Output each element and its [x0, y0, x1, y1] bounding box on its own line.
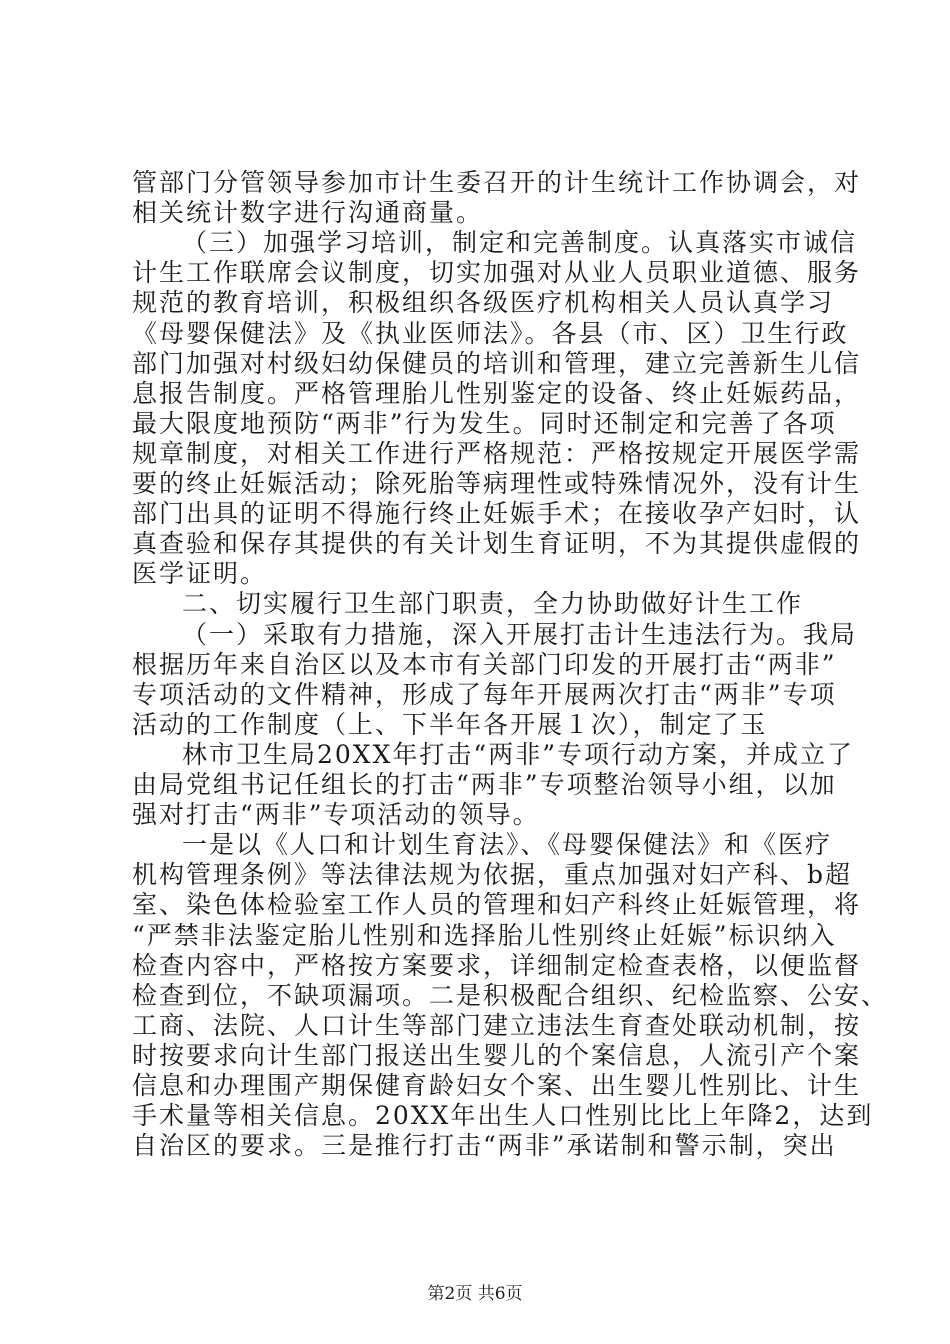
body-line: 活动的工作制度（上、下半年各开展１次），制定了玉: [132, 709, 768, 739]
body-line: 管部门分管领导参加市计生委召开的计生统计工作协调会，对: [132, 168, 862, 197]
body-line: 医学证明。: [132, 559, 268, 589]
body-line: 计生工作联席会议制度，切实加强对从业人员职业道德、服务: [132, 258, 862, 288]
body-line: “严禁非法鉴定胎儿性别和选择胎儿性别终止妊娠”标识纳入: [132, 920, 837, 950]
page-number-footer: 第2页 共6页: [427, 1284, 523, 1304]
body-line: 息报告制度。严格管理胎儿性别鉴定的设备、终止妊娠药品，: [132, 378, 862, 408]
body-line: 由局党组书记任组长的打击“两非”专项整治领导小组，以加: [132, 770, 837, 799]
body-line: 机构管理条例》等法律法规为依据，重点加强对妇产科、b超: [132, 860, 853, 890]
section-heading: （三）加强学习培训，制定和完善制度。认真落实市诚信: [182, 228, 858, 258]
body-line: 强对打击“两非”专项活动的领导。: [132, 800, 540, 830]
paragraph-start: 一是以《人口和计划生育法》、《母婴保健法》和《医疗: [182, 830, 833, 860]
body-line: 相关统计数字进行沟通商量。: [132, 198, 484, 228]
body-line: 工商、法院、人口计生等部门建立违法生育查处联动机制，按: [132, 1010, 862, 1040]
body-line: 林市卫生局20XX年打击“两非”专项行动方案，并成立了: [182, 739, 854, 769]
body-line: 规章制度，对相关工作进行严格规范：严格按规定开展医学需: [132, 438, 862, 468]
body-line: 检查到位，不缺项漏项。二是积极配合组织、纪检监察、公安、: [132, 980, 889, 1010]
body-line: 信息和办理围产期保健育龄妇女个案、出生婴儿性别比、计生: [132, 1071, 862, 1100]
section-heading: （一）采取有力措施，深入开展打击计生违法行为。我局: [182, 619, 858, 649]
body-line: 真查验和保存其提供的有关计划生育证明，不为其提供虚假的: [132, 529, 862, 559]
body-line: 专项活动的文件精神，形成了每年开展两次打击“两非”专项: [132, 679, 837, 709]
body-line: 手术量等相关信息。20XX年出生人口性别比比上年降2，达到: [132, 1101, 874, 1131]
body-line: 根据历年来自治区以及本市有关部门印发的开展打击“两非”: [132, 649, 837, 679]
body-line: 规范的教育培训，积极组织各级医疗机构相关人员认真学习: [132, 288, 835, 318]
body-line: 《母婴保健法》及《执业医师法》。各县（市、区）卫生行政: [132, 318, 849, 348]
body-line: 室、染色体检验室工作人员的管理和妇产科终止妊娠管理，将: [132, 890, 862, 920]
body-line: 部门加强对村级妇幼保健员的培训和管理，建立完善新生儿信: [132, 348, 862, 378]
body-line: 自治区的要求。三是推行打击“两非”承诺制和警示制，突出: [132, 1131, 837, 1161]
chapter-heading: 二、切实履行卫生部门职责，全力协助做好计生工作: [182, 589, 804, 619]
body-line: 部门出具的证明不得施行终止妊娠手术；在接收孕产妇时，认: [132, 499, 862, 529]
body-line: 最大限度地预防“两非”行为发生。同时还制定和完善了各项: [132, 408, 837, 438]
body-line: 检查内容中，严格按方案要求，详细制定检查表格，以便监督: [132, 950, 862, 980]
body-line: 要的终止妊娠活动；除死胎等病理性或特殊情况外，没有计生: [132, 469, 862, 498]
body-line: 时按要求向计生部门报送出生婴儿的个案信息，人流引产个案: [132, 1040, 862, 1070]
